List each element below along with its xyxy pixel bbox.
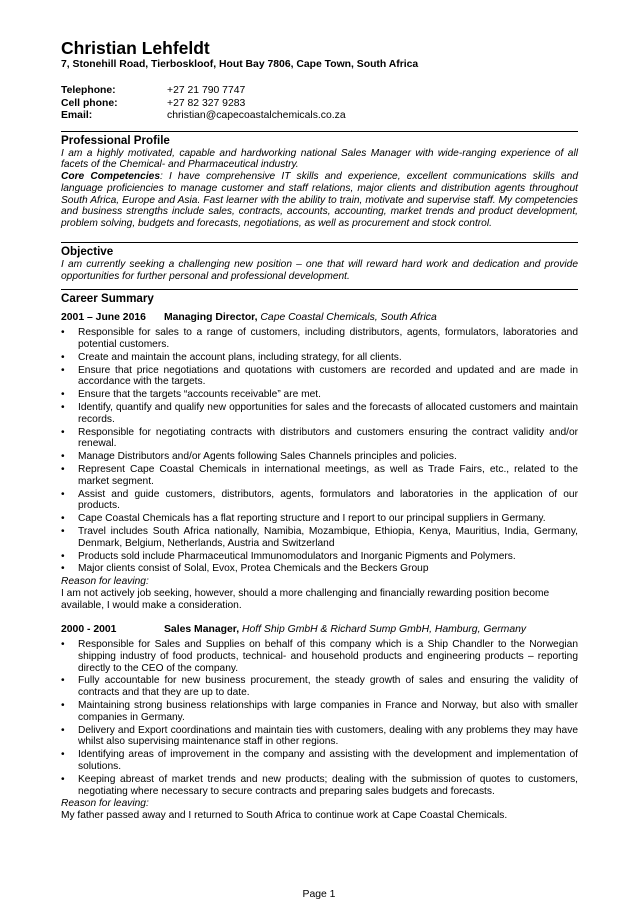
contact-value: +27 82 327 9283 — [167, 97, 246, 109]
list-item-text: Identifying areas of improvement in the company and assisting with the development and implementation of solutions. — [78, 749, 578, 772]
list-item — [61, 489, 578, 513]
bullet-icon: • — [61, 724, 65, 736]
job-header — [61, 312, 578, 325]
bullet-icon: • — [61, 426, 65, 438]
resume-page — [61, 38, 578, 822]
bullet-icon: • — [61, 463, 65, 475]
list-item-text: Fully accountable for new business procurement, the steady growth of sales and ensuring the validity of contracts and that they are up to date. — [78, 675, 578, 699]
list-item — [61, 513, 578, 525]
reason-text: My father passed away and I returned to South Africa to continue work at Cape Coastal Chemicals. — [61, 810, 508, 822]
core-competencies — [61, 171, 578, 230]
bullet-icon: • — [61, 389, 65, 401]
list-item — [61, 389, 578, 401]
list-item-text: Ensure that the targets “accounts receivable” are met. — [78, 389, 321, 401]
job-title: Managing Director, — [164, 311, 258, 323]
bullet-icon: • — [61, 773, 65, 785]
list-item-text: Identify, quantify and qualify new opportunities for sales and the forecasts of allocated customers and maintain records. — [78, 401, 578, 425]
page-number: Page 1 — [302, 889, 336, 900]
list-item — [61, 700, 578, 724]
contact-value: +27 21 790 7747 — [167, 85, 246, 96]
profile-heading: Professional Profile — [61, 131, 578, 148]
reason-text: I am not actively job seeking, however, should a more challenging and financially rewarding position become available, I would make a consideration. — [61, 587, 550, 611]
contact-label: Telephone: — [61, 85, 116, 96]
list-item-text: Cape Coastal Chemicals has a flat reporting structure and I report to our principal suppliers in Germany. — [78, 513, 546, 525]
list-item — [61, 749, 578, 773]
job-dates: 2001 – June 2016 — [61, 311, 146, 323]
list-item-text: Manage Distributors and/or Agents following Sales Channels principles and policies. — [78, 451, 457, 463]
career-heading: Career Summary — [61, 289, 578, 306]
list-item — [61, 352, 578, 364]
list-item-text: Maintaining strong business relationships with large companies in France and Norway, but also with smaller companies in Germany. — [78, 699, 578, 723]
list-item — [61, 639, 578, 674]
job-dates: 2000 - 2001 — [61, 623, 117, 635]
bullet-icon: • — [61, 749, 65, 761]
list-item — [61, 526, 578, 550]
contact-label: Cell phone: — [61, 97, 118, 109]
bullet-icon: • — [61, 327, 65, 339]
bullet-icon: • — [61, 451, 65, 463]
reason-label: Reason for leaving: — [61, 798, 149, 810]
competencies-text: : I have comprehensive IT skills and experience, excellent communications skills and language proficiencies to manage customer and staff relations, major clients and distribution agents throughout South Africa, Europe and Asia. Fast learner with the ability to train, motivate and supervise staff. My competencies and business strengths include sales, contracts, accounts, accounting, market trends and product development, problem solving, budgets and forecasts, negotiations, as well as procurement and stock control. — [61, 171, 578, 230]
contact-row-cellphone — [61, 98, 578, 111]
bullet-icon: • — [61, 351, 65, 363]
list-item — [61, 427, 578, 451]
list-item — [61, 774, 578, 798]
career-jobs — [61, 312, 578, 822]
bullet-icon: • — [61, 699, 65, 711]
list-item-text: Create and maintain the account plans, including strategy, for all clients. — [78, 351, 402, 363]
list-item-text: Delivery and Export coordinations and maintain ties with customers, dealing with any problems they may have whilst also supervising maintenance staff in other regions. — [78, 724, 578, 748]
objective-text: I am currently seeking a challenging new position – one that will reward hard work and dedication and provide opportunities for further personal and professional development. — [61, 259, 578, 282]
list-item — [61, 551, 578, 563]
job-responsibilities — [61, 327, 578, 575]
list-item — [61, 451, 578, 463]
list-item-text: Assist and guide customers, distributors, agents, formulators and laboratories in the application of our products. — [78, 488, 578, 512]
contact-block — [61, 85, 578, 123]
list-item — [61, 402, 578, 426]
candidate-name: Christian Lehfeldt — [61, 38, 210, 58]
bullet-icon: • — [61, 675, 65, 687]
bullet-icon: • — [61, 525, 65, 537]
list-item-text: Travel includes South Africa nationally, Namibia, Mozambique, Ethiopia, Kenya, Mauritius, India, Germany, Denmark, Belgium, Netherlands, Austria and Switzerland — [78, 525, 578, 549]
email-link[interactable]: christian@capecoastalchemicals.co.za — [167, 110, 346, 121]
bullet-icon: • — [61, 550, 65, 562]
job-employer: Cape Coastal Chemicals, South Africa — [260, 311, 437, 323]
list-item — [61, 365, 578, 389]
list-item — [61, 563, 578, 575]
objective-heading: Objective — [61, 242, 578, 259]
job-employer: Hoff Ship GmbH & Richard Sump GmbH, Hamburg, Germany — [241, 623, 527, 635]
list-item-text: Keeping abreast of market trends and new products; dealing with the submission of quotes to customers, negotiating where necessary to secure contracts and preparing sales budgets and forecasts. — [78, 773, 578, 797]
candidate-address: 7, Stonehill Road, Tierboskloof, Hout Bay 7806, Cape Town, South Africa — [61, 59, 419, 70]
job-entry — [61, 624, 578, 822]
list-item — [61, 327, 578, 351]
list-item-text: Responsible for Sales and Supplies on behalf of this company which is a Ship Chandler to the Norwegian shipping industry of food products, technical- and household products and engineering products – reporting directly to the CEO of the company. — [78, 639, 578, 674]
bullet-icon: • — [61, 364, 65, 376]
list-item-text: Responsible for negotiating contracts with distributors and customers ensuring the contract validity and/or renewal. — [78, 426, 578, 450]
list-item-text: Responsible for sales to a range of customers, including distributors, agents, formulators, laboratories and potential customers. — [78, 327, 578, 350]
job-entry — [61, 312, 578, 612]
list-item — [61, 464, 578, 488]
list-item-text: Products sold include Pharmaceutical Immunomodulators and Inorganic Pigments and Polymers. — [78, 550, 516, 562]
reason-label: Reason for leaving: — [61, 576, 149, 588]
bullet-icon: • — [61, 563, 65, 575]
list-item-text: Represent Cape Coastal Chemicals in international meetings, as well as Trade Fairs, etc., related to the market segment. — [78, 463, 578, 487]
list-item — [61, 675, 578, 699]
bullet-icon: • — [61, 513, 65, 525]
contact-row-email — [61, 110, 578, 123]
job-responsibilities — [61, 639, 578, 797]
contact-label: Email: — [61, 110, 93, 121]
profile-summary: I am a highly motivated, capable and hardworking national Sales Manager with wide-ranging experience of all facets of the Chemical- and Pharmaceutical industry. — [61, 147, 578, 171]
list-item-text: Ensure that price negotiations and quotations with customers are recorded and updated and are made in accordance with the targets. — [78, 364, 578, 388]
list-item — [61, 725, 578, 749]
bullet-icon: • — [61, 401, 65, 413]
list-item-text: Major clients consist of Solal, Evox, Protea Chemicals and the Beckers Group — [78, 563, 429, 575]
contact-row-telephone — [61, 85, 578, 98]
job-header — [61, 624, 578, 637]
bullet-icon: • — [61, 488, 65, 500]
bullet-icon: • — [61, 639, 65, 650]
competencies-label: Core Competencies — [61, 171, 160, 183]
job-title: Sales Manager, — [164, 623, 240, 635]
